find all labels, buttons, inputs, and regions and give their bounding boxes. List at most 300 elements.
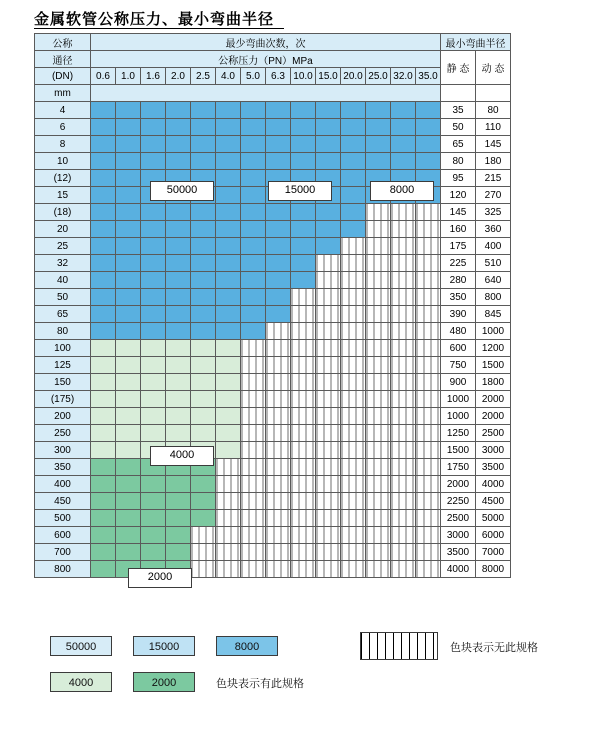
cell-6-5.0 [241, 119, 266, 136]
cell-300-1.0 [116, 442, 141, 459]
cell-500-10.0 [291, 510, 316, 527]
cell-(12)-5.0 [241, 170, 266, 187]
row-static: 175 [441, 238, 476, 255]
cell-80-2.5 [191, 323, 216, 340]
cell-500-1.0 [116, 510, 141, 527]
cell-250-4.0 [216, 425, 241, 442]
row-dn: 450 [35, 493, 91, 510]
cell-100-0.6 [91, 340, 116, 357]
cell-800-2.5 [191, 561, 216, 578]
cell-25-2.5 [191, 238, 216, 255]
cell-(18)-10.0 [291, 204, 316, 221]
cell-150-15.0 [316, 374, 341, 391]
pressure-col-5: 4.0 [216, 68, 241, 85]
cell-10-5.0 [241, 153, 266, 170]
cell-50-5.0 [241, 289, 266, 306]
cell-250-0.6 [91, 425, 116, 442]
cell-450-6.3 [266, 493, 291, 510]
row-dn: 25 [35, 238, 91, 255]
cell-4-10.0 [291, 102, 316, 119]
cell-40-2.0 [166, 272, 191, 289]
cell-(12)-2.5 [191, 170, 216, 187]
table-row [35, 493, 511, 510]
cell-25-0.6 [91, 238, 116, 255]
cell-10-2.0 [166, 153, 191, 170]
cell-32-10.0 [291, 255, 316, 272]
cell-20-32.0 [391, 221, 416, 238]
spec-table [34, 33, 511, 578]
cell-80-10.0 [291, 323, 316, 340]
row-static: 350 [441, 289, 476, 306]
callout-4000: 4000 [150, 446, 214, 466]
cell-700-1.0 [116, 544, 141, 561]
pressure-col-0: 0.6 [91, 68, 116, 85]
cell-350-1.0 [116, 459, 141, 476]
cell-50-1.6 [141, 289, 166, 306]
spacer3 [476, 85, 511, 102]
row-static: 750 [441, 357, 476, 374]
cell-250-5.0 [241, 425, 266, 442]
cell-80-15.0 [316, 323, 341, 340]
row-static: 600 [441, 340, 476, 357]
cell-125-20.0 [341, 357, 366, 374]
row-dynamic: 80 [476, 102, 511, 119]
cell-200-2.5 [191, 408, 216, 425]
cell-(12)-32.0 [391, 170, 416, 187]
cell-(18)-15.0 [316, 204, 341, 221]
cell-600-35.0 [416, 527, 441, 544]
cell-32-20.0 [341, 255, 366, 272]
pressure-col-4: 2.5 [191, 68, 216, 85]
cell-400-20.0 [341, 476, 366, 493]
cell-4-35.0 [416, 102, 441, 119]
cell-(12)-15.0 [316, 170, 341, 187]
cell-6-2.0 [166, 119, 191, 136]
cell-150-1.6 [141, 374, 166, 391]
cell-40-32.0 [391, 272, 416, 289]
cell-6-0.6 [91, 119, 116, 136]
row-dynamic: 110 [476, 119, 511, 136]
cell-8-1.0 [116, 136, 141, 153]
table-row [35, 323, 511, 340]
cell-150-32.0 [391, 374, 416, 391]
cell-(12)-20.0 [341, 170, 366, 187]
row-dynamic: 1000 [476, 323, 511, 340]
cell-10-32.0 [391, 153, 416, 170]
cell-125-1.0 [116, 357, 141, 374]
cell-10-0.6 [91, 153, 116, 170]
cell-(18)-1.0 [116, 204, 141, 221]
cell-450-35.0 [416, 493, 441, 510]
cell-10-25.0 [366, 153, 391, 170]
cell-50-0.6 [91, 289, 116, 306]
cell-32-1.6 [141, 255, 166, 272]
row-dn: 15 [35, 187, 91, 204]
row-dn: 350 [35, 459, 91, 476]
cell-250-25.0 [366, 425, 391, 442]
header-row-3 [35, 68, 511, 85]
cell-(175)-35.0 [416, 391, 441, 408]
cell-50-6.3 [266, 289, 291, 306]
cell-20-35.0 [416, 221, 441, 238]
cell-300-2.0 [166, 442, 191, 459]
cell-300-25.0 [366, 442, 391, 459]
cell-700-35.0 [416, 544, 441, 561]
cell-350-5.0 [241, 459, 266, 476]
table-row [35, 425, 511, 442]
cell-4-15.0 [316, 102, 341, 119]
cell-15-5.0 [241, 187, 266, 204]
cell-600-2.0 [166, 527, 191, 544]
cell-(12)-25.0 [366, 170, 391, 187]
cell-15-10.0 [291, 187, 316, 204]
row-dn: 800 [35, 561, 91, 578]
row-dynamic: 180 [476, 153, 511, 170]
cell-65-15.0 [316, 306, 341, 323]
cell-700-2.0 [166, 544, 191, 561]
cell-20-1.6 [141, 221, 166, 238]
dn-header-line2: 通径 [35, 51, 91, 68]
cell-400-15.0 [316, 476, 341, 493]
table-row [35, 238, 511, 255]
cell-10-1.0 [116, 153, 141, 170]
cell-4-32.0 [391, 102, 416, 119]
cell-300-5.0 [241, 442, 266, 459]
table-row [35, 340, 511, 357]
callout-2000: 2000 [128, 568, 192, 588]
cell-500-25.0 [366, 510, 391, 527]
cell-8-15.0 [316, 136, 341, 153]
pressure-col-8: 10.0 [291, 68, 316, 85]
cell-15-4.0 [216, 187, 241, 204]
cell-25-5.0 [241, 238, 266, 255]
cell-40-2.5 [191, 272, 216, 289]
cell-500-5.0 [241, 510, 266, 527]
cell-100-1.0 [116, 340, 141, 357]
cell-800-5.0 [241, 561, 266, 578]
cell-800-1.6 [141, 561, 166, 578]
row-dn: 150 [35, 374, 91, 391]
pressure-col-3: 2.0 [166, 68, 191, 85]
dn-header-line3: (DN) [35, 68, 91, 85]
cell-250-35.0 [416, 425, 441, 442]
cell-100-4.0 [216, 340, 241, 357]
cell-350-32.0 [391, 459, 416, 476]
row-dn: 4 [35, 102, 91, 119]
cell-8-20.0 [341, 136, 366, 153]
cell-20-1.0 [116, 221, 141, 238]
cell-200-4.0 [216, 408, 241, 425]
row-static: 160 [441, 221, 476, 238]
cell-125-1.6 [141, 357, 166, 374]
cell-20-10.0 [291, 221, 316, 238]
row-dn: 100 [35, 340, 91, 357]
cell-20-5.0 [241, 221, 266, 238]
cell-(12)-35.0 [416, 170, 441, 187]
row-static: 390 [441, 306, 476, 323]
pressure-col-10: 20.0 [341, 68, 366, 85]
cell-32-6.3 [266, 255, 291, 272]
legend-note-hatch: 色块表示无此规格 [450, 642, 538, 654]
cell-(18)-5.0 [241, 204, 266, 221]
row-dynamic: 2000 [476, 408, 511, 425]
cell-700-10.0 [291, 544, 316, 561]
cell-(18)-4.0 [216, 204, 241, 221]
cell-350-2.5 [191, 459, 216, 476]
cell-200-25.0 [366, 408, 391, 425]
cell-800-20.0 [341, 561, 366, 578]
cell-150-25.0 [366, 374, 391, 391]
cell-500-6.3 [266, 510, 291, 527]
cell-65-1.0 [116, 306, 141, 323]
cell-200-10.0 [291, 408, 316, 425]
cell-6-15.0 [316, 119, 341, 136]
cell-100-10.0 [291, 340, 316, 357]
cell-80-25.0 [366, 323, 391, 340]
cell-10-4.0 [216, 153, 241, 170]
min-radius-header: 最小弯曲半径 [441, 34, 511, 51]
row-dn: (18) [35, 204, 91, 221]
row-dynamic: 3000 [476, 442, 511, 459]
cell-350-15.0 [316, 459, 341, 476]
pressure-col-12: 32.0 [391, 68, 416, 85]
row-dn: 700 [35, 544, 91, 561]
cell-600-10.0 [291, 527, 316, 544]
row-dynamic: 145 [476, 136, 511, 153]
legend-swatch-8000: 8000 [216, 636, 278, 656]
cell-600-2.5 [191, 527, 216, 544]
cell-150-35.0 [416, 374, 441, 391]
page-title: 金属软管公称压力、最小弯曲半径 [34, 12, 275, 28]
cell-250-2.0 [166, 425, 191, 442]
cell-(18)-2.0 [166, 204, 191, 221]
cell-100-1.6 [141, 340, 166, 357]
row-dynamic: 8000 [476, 561, 511, 578]
cell-10-2.5 [191, 153, 216, 170]
row-dynamic: 800 [476, 289, 511, 306]
cell-(18)-1.6 [141, 204, 166, 221]
cell-150-20.0 [341, 374, 366, 391]
cell-500-15.0 [316, 510, 341, 527]
cell-10-15.0 [316, 153, 341, 170]
cell-450-2.0 [166, 493, 191, 510]
cell-4-1.6 [141, 102, 166, 119]
cell-125-0.6 [91, 357, 116, 374]
cell-65-2.0 [166, 306, 191, 323]
cell-8-5.0 [241, 136, 266, 153]
cell-80-1.6 [141, 323, 166, 340]
cell-(175)-25.0 [366, 391, 391, 408]
cell-65-25.0 [366, 306, 391, 323]
cell-32-15.0 [316, 255, 341, 272]
cell-400-1.0 [116, 476, 141, 493]
pressure-col-1: 1.0 [116, 68, 141, 85]
cell-250-6.3 [266, 425, 291, 442]
cell-80-4.0 [216, 323, 241, 340]
cell-40-1.6 [141, 272, 166, 289]
table-row [35, 187, 511, 204]
cell-15-25.0 [366, 187, 391, 204]
cell-25-4.0 [216, 238, 241, 255]
row-static: 3500 [441, 544, 476, 561]
table-row [35, 102, 511, 119]
cell-125-25.0 [366, 357, 391, 374]
cell-200-1.0 [116, 408, 141, 425]
cell-700-32.0 [391, 544, 416, 561]
row-static: 65 [441, 136, 476, 153]
cell-800-32.0 [391, 561, 416, 578]
cell-65-20.0 [341, 306, 366, 323]
cell-250-10.0 [291, 425, 316, 442]
callout-15000: 15000 [268, 181, 332, 201]
row-dn: 250 [35, 425, 91, 442]
table-row [35, 136, 511, 153]
dynamic-header: 动 态 [476, 51, 511, 85]
cell-400-10.0 [291, 476, 316, 493]
cell-6-25.0 [366, 119, 391, 136]
cell-4-1.0 [116, 102, 141, 119]
cell-350-6.3 [266, 459, 291, 476]
cell-250-20.0 [341, 425, 366, 442]
cell-800-10.0 [291, 561, 316, 578]
legend-hatch-swatch [360, 632, 438, 660]
cell-65-5.0 [241, 306, 266, 323]
callout-8000: 8000 [370, 181, 434, 201]
legend-swatch-4000: 4000 [50, 672, 112, 692]
cell-50-10.0 [291, 289, 316, 306]
cell-(175)-20.0 [341, 391, 366, 408]
row-dynamic: 325 [476, 204, 511, 221]
cell-125-2.5 [191, 357, 216, 374]
cell-800-1.0 [116, 561, 141, 578]
table-row [35, 357, 511, 374]
cell-700-15.0 [316, 544, 341, 561]
pressure-col-6: 5.0 [241, 68, 266, 85]
cell-15-6.3 [266, 187, 291, 204]
cell-250-1.6 [141, 425, 166, 442]
cell-350-1.6 [141, 459, 166, 476]
cell-500-2.5 [191, 510, 216, 527]
row-dn: 125 [35, 357, 91, 374]
cell-65-6.3 [266, 306, 291, 323]
cell-100-6.3 [266, 340, 291, 357]
table-body [35, 102, 511, 578]
cell-(175)-0.6 [91, 391, 116, 408]
cell-200-15.0 [316, 408, 341, 425]
cell-400-25.0 [366, 476, 391, 493]
row-dynamic: 1800 [476, 374, 511, 391]
cell-6-20.0 [341, 119, 366, 136]
cell-400-6.3 [266, 476, 291, 493]
row-dn: 20 [35, 221, 91, 238]
cell-15-2.0 [166, 187, 191, 204]
cell-500-35.0 [416, 510, 441, 527]
cell-50-20.0 [341, 289, 366, 306]
header-row-4 [35, 85, 511, 102]
cell-50-4.0 [216, 289, 241, 306]
cell-(175)-15.0 [316, 391, 341, 408]
cell-50-35.0 [416, 289, 441, 306]
cell-10-10.0 [291, 153, 316, 170]
cell-125-32.0 [391, 357, 416, 374]
row-dynamic: 4500 [476, 493, 511, 510]
cell-4-25.0 [366, 102, 391, 119]
row-dynamic: 1200 [476, 340, 511, 357]
cell-40-5.0 [241, 272, 266, 289]
cell-15-1.0 [116, 187, 141, 204]
cell-450-2.5 [191, 493, 216, 510]
cell-(175)-4.0 [216, 391, 241, 408]
cell-(12)-1.6 [141, 170, 166, 187]
cell-25-6.3 [266, 238, 291, 255]
row-dynamic: 4000 [476, 476, 511, 493]
row-static: 1500 [441, 442, 476, 459]
spacer [91, 85, 441, 102]
cell-600-25.0 [366, 527, 391, 544]
row-dynamic: 360 [476, 221, 511, 238]
row-static: 3000 [441, 527, 476, 544]
cell-15-0.6 [91, 187, 116, 204]
cell-350-35.0 [416, 459, 441, 476]
cell-125-35.0 [416, 357, 441, 374]
cell-65-35.0 [416, 306, 441, 323]
cell-(175)-2.0 [166, 391, 191, 408]
table-row [35, 442, 511, 459]
table-row [35, 221, 511, 238]
row-dynamic: 3500 [476, 459, 511, 476]
cell-(175)-10.0 [291, 391, 316, 408]
cell-200-1.6 [141, 408, 166, 425]
legend-row-1 [50, 636, 570, 666]
row-static: 120 [441, 187, 476, 204]
cell-600-1.0 [116, 527, 141, 544]
legend-swatch-15000: 15000 [133, 636, 195, 656]
cell-(18)-25.0 [366, 204, 391, 221]
cell-4-4.0 [216, 102, 241, 119]
cell-10-35.0 [416, 153, 441, 170]
cell-40-10.0 [291, 272, 316, 289]
legend-swatch-2000: 2000 [133, 672, 195, 692]
row-dn: 65 [35, 306, 91, 323]
cell-(175)-6.3 [266, 391, 291, 408]
table-row [35, 289, 511, 306]
cell-150-1.0 [116, 374, 141, 391]
cell-350-20.0 [341, 459, 366, 476]
legend-swatch-50000: 50000 [50, 636, 112, 656]
table-row [35, 119, 511, 136]
cell-250-2.5 [191, 425, 216, 442]
cell-65-4.0 [216, 306, 241, 323]
dn-header-line1: 公称 [35, 34, 91, 51]
cell-20-15.0 [316, 221, 341, 238]
cell-400-4.0 [216, 476, 241, 493]
cell-100-25.0 [366, 340, 391, 357]
cell-4-5.0 [241, 102, 266, 119]
cell-10-20.0 [341, 153, 366, 170]
cell-800-35.0 [416, 561, 441, 578]
pressure-col-9: 15.0 [316, 68, 341, 85]
row-dn: 80 [35, 323, 91, 340]
cell-300-2.5 [191, 442, 216, 459]
cell-400-2.0 [166, 476, 191, 493]
cell-32-2.0 [166, 255, 191, 272]
cell-6-6.3 [266, 119, 291, 136]
bend-count-header: 最少弯曲次数，次 [91, 34, 441, 51]
cell-25-25.0 [366, 238, 391, 255]
cell-250-32.0 [391, 425, 416, 442]
cell-25-20.0 [341, 238, 366, 255]
row-dn: 10 [35, 153, 91, 170]
